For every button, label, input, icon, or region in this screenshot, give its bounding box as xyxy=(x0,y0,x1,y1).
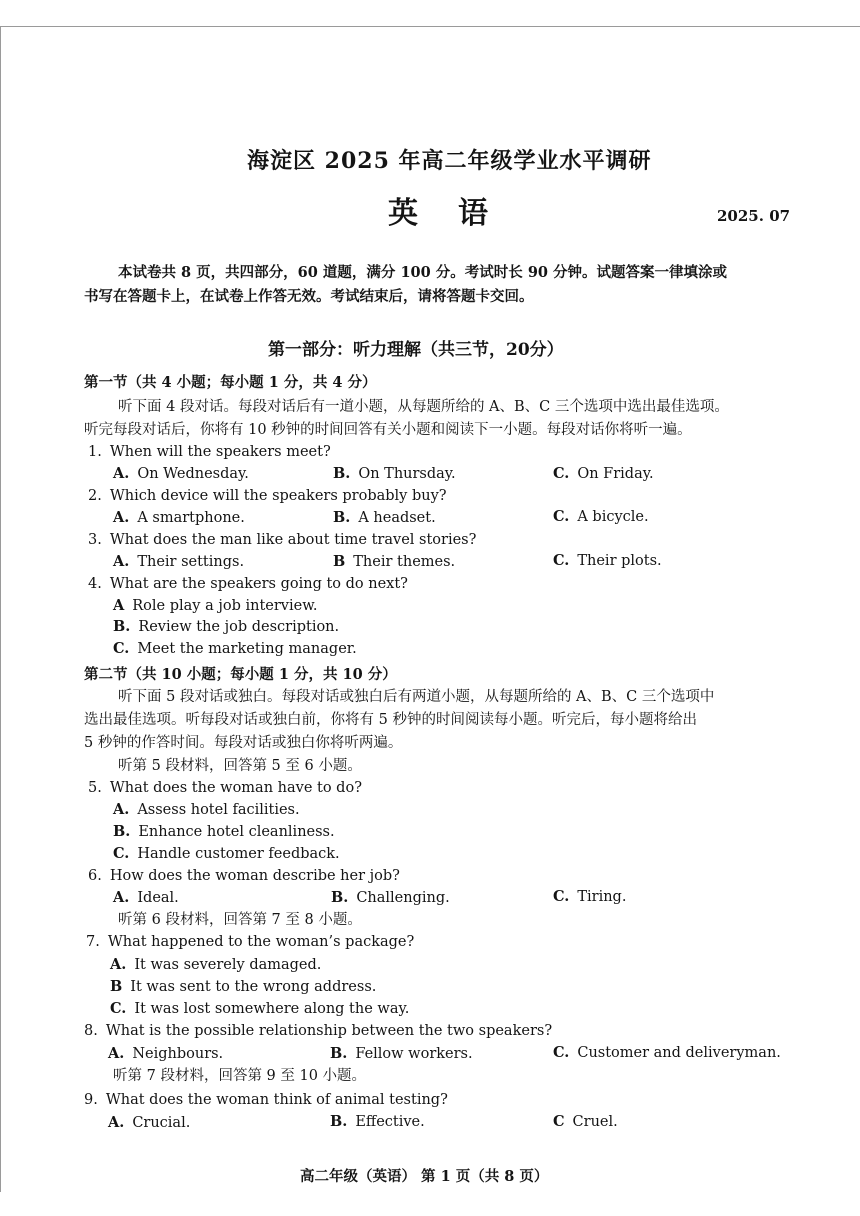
q6-option-c: C. Tiring. xyxy=(553,888,627,905)
exam-date: 2025. 07 xyxy=(717,207,791,225)
q6-option-b: B. Challenging. xyxy=(331,889,450,906)
q4-option-a: A Role play a job interview. xyxy=(113,597,318,614)
q3-option-a: A. Their settings. xyxy=(113,553,245,570)
page-left-border xyxy=(0,26,1,1192)
section2-instruction-3: 5 秒钟的作答时间。每段对话或独白你将听两遍。 xyxy=(84,735,403,751)
exam-title: 海淀区 2025 年高二年级学业水平调研 xyxy=(247,148,652,174)
question-8: 8. What is the possible relationship between the two speakers? xyxy=(84,1023,553,1039)
q4-option-c: C. Meet the marketing manager. xyxy=(113,640,357,657)
question-5: 5. What does the woman have to do? xyxy=(88,780,362,796)
page-top-border xyxy=(0,26,860,27)
subject-char-1: 英 xyxy=(388,196,418,231)
q3-option-c: C. Their plots. xyxy=(553,552,662,569)
intro-line-2: 书写在答题卡上，在试卷上作答无效。考试结束后，请将答题卡交回。 xyxy=(84,288,534,305)
q9-option-a: A. Crucial. xyxy=(108,1114,191,1131)
question-7: 7. What happened to the woman’s package? xyxy=(86,934,415,950)
q5-option-b: B. Enhance hotel cleanliness. xyxy=(113,823,335,840)
material-7-note: 听第 7 段材料，回答第 9 至 10 小题。 xyxy=(113,1068,367,1084)
question-4: 4. What are the speakers going to do next? xyxy=(88,576,408,592)
section2-title: 第二节（共 10 小题；每小题 1 分，共 10 分） xyxy=(84,666,397,683)
q6-option-a: A. Ideal. xyxy=(113,889,179,906)
q2-option-c: C. A bicycle. xyxy=(553,508,649,525)
section1-instruction-1: 听下面 4 段对话。每段对话后有一道小题，从每题所给的 A、B、C 三个选项中选出最佳选项。 xyxy=(118,399,729,415)
section2-instruction-1: 听下面 5 段对话或独白。每段对话或独白后有两道小题，从每题所给的 A、B、C 三个选项中 xyxy=(118,689,715,705)
question-9: 9. What does the woman think of animal testing? xyxy=(84,1092,448,1108)
q9-option-c: C Cruel. xyxy=(553,1113,618,1130)
intro-line-1: 本试卷共 8 页，共四部分，60 道题，满分 100 分。考试时长 90 分钟。试题答案一律填涂或 xyxy=(118,264,728,281)
q5-option-c: C. Handle customer feedback. xyxy=(113,845,340,862)
q1-option-a: A. On Wednesday. xyxy=(113,465,249,482)
page-footer: 高二年级（英语） 第 1 页（共 8 页） xyxy=(300,1168,549,1185)
q1-option-b: B. On Thursday. xyxy=(333,465,456,482)
part1-title: 第一部分：听力理解（共三节，20分） xyxy=(268,340,564,360)
q4-option-b: B. Review the job description. xyxy=(113,618,340,635)
question-1 xyxy=(88,445,331,460)
q5-option-a: A. Assess hotel facilities. xyxy=(113,801,300,818)
section2-instruction-2: 选出最佳选项。听每段对话或独白前，你将有 5 秒钟的时间阅读每小题。听完后，每小题将给出 xyxy=(84,712,697,728)
section1-title: 第一节（共 4 小题；每小题 1 分，共 4 分） xyxy=(84,374,377,391)
q1-option-c: C. On Friday. xyxy=(553,465,654,482)
q3-option-b: B Their themes. xyxy=(333,553,456,570)
subject-char-2: 语 xyxy=(458,196,488,231)
q9-option-b: B. Effective. xyxy=(330,1113,425,1130)
section1-instruction-2: 听完每段对话后，你将有 10 秒钟的时间回答有关小题和阅读下一小题。每段对话你将听一遍。 xyxy=(84,422,692,438)
question-number: 1. xyxy=(88,444,102,460)
q7-option-c: C. It was lost somewhere along the way. xyxy=(110,1000,410,1017)
material-6-note: 听第 6 段材料，回答第 7 至 8 小题。 xyxy=(118,912,362,928)
question-6: 6. How does the woman describe her job? xyxy=(88,868,400,884)
question-text: When will the speakers meet? xyxy=(109,444,331,460)
question-3: 3. What does the man like about time travel stories? xyxy=(88,532,477,548)
q7-option-a: A. It was severely damaged. xyxy=(110,956,322,973)
q8-option-a: A. Neighbours. xyxy=(108,1045,224,1062)
q2-option-a: A. A smartphone. xyxy=(113,509,245,526)
q7-option-b: B It was sent to the wrong address. xyxy=(110,978,377,995)
question-2: 2. Which device will the speakers probably buy? xyxy=(88,488,447,504)
material-5-note: 听第 5 段材料，回答第 5 至 6 小题。 xyxy=(118,758,362,774)
subject-title xyxy=(388,196,488,231)
q2-option-b: B. A headset. xyxy=(333,509,436,526)
q8-option-b: B. Fellow workers. xyxy=(330,1045,473,1062)
q8-option-c: C. Customer and deliveryman. xyxy=(553,1044,781,1061)
